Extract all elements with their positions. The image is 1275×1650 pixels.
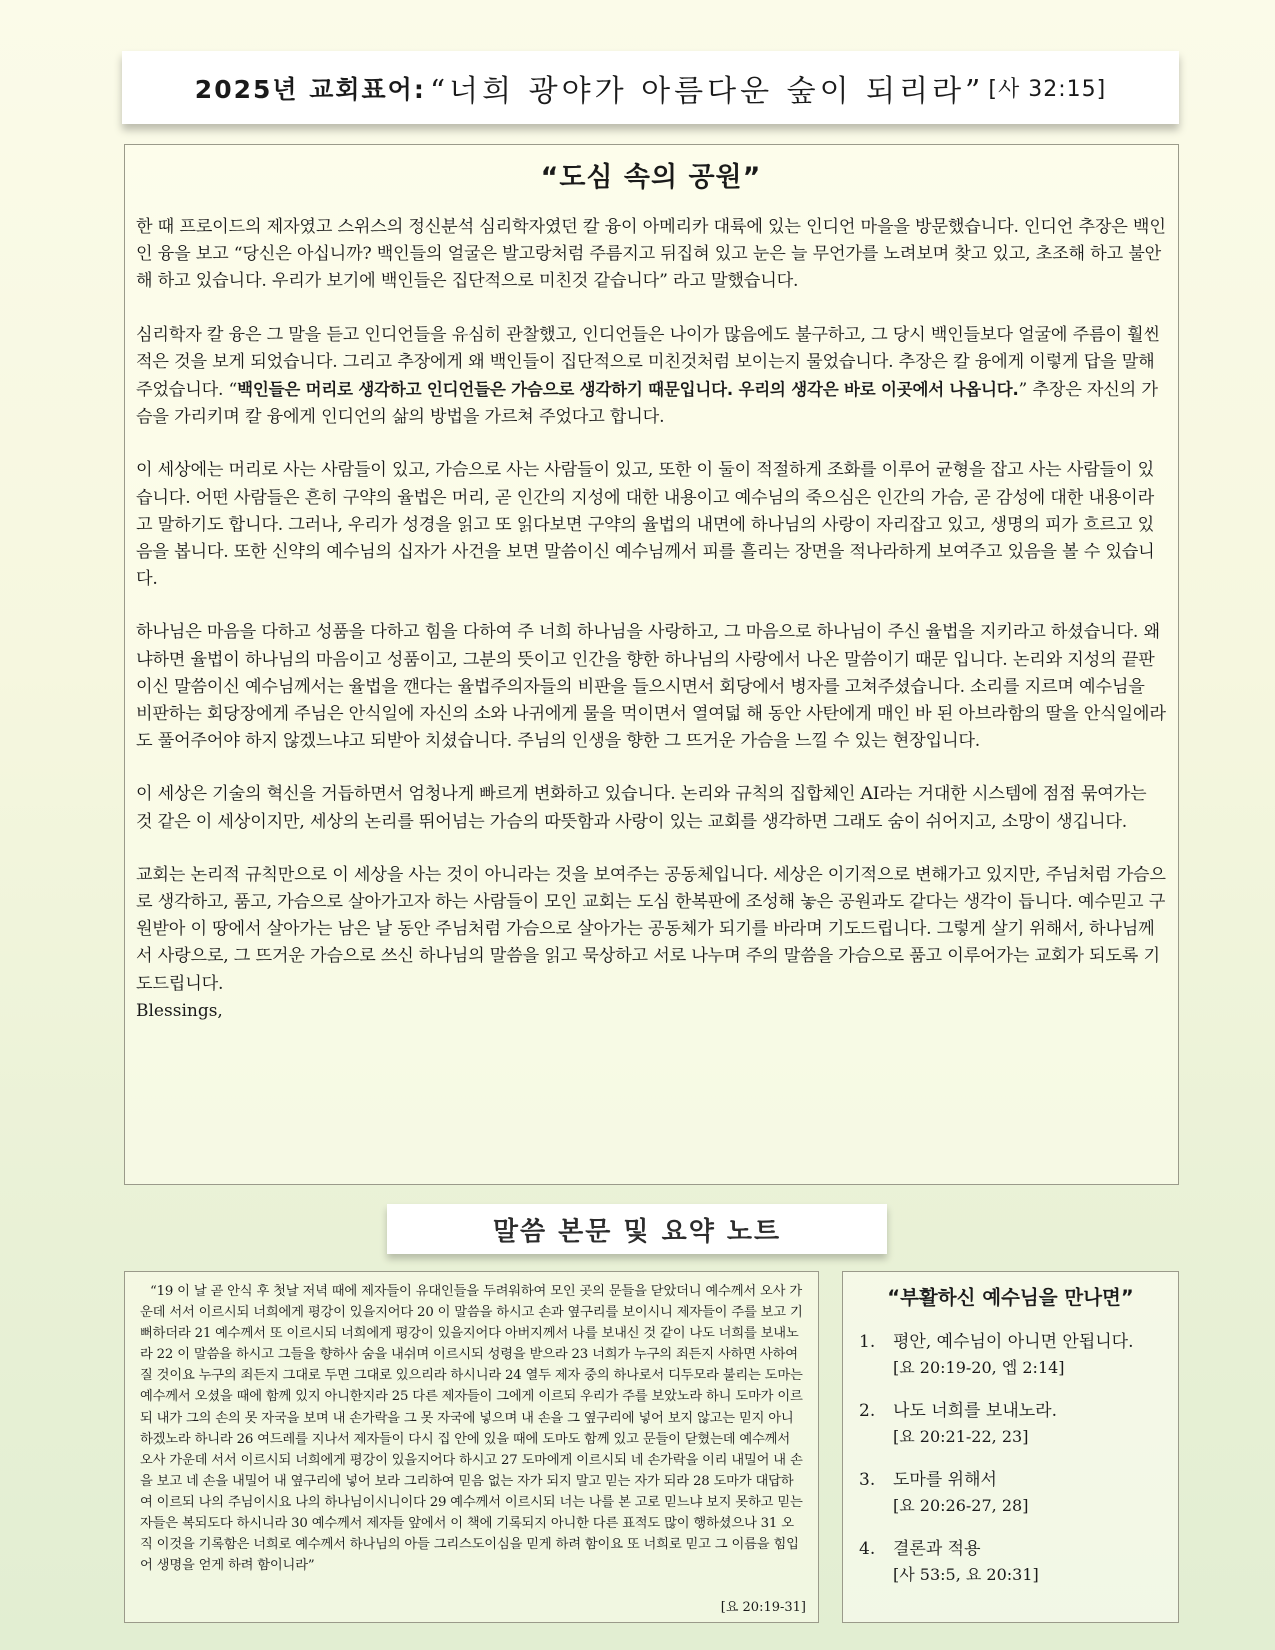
motto-text: “너희 광야가 아름다운 숲이 되리라” bbox=[429, 73, 985, 109]
note-item bbox=[859, 1537, 1162, 1587]
article-box bbox=[124, 144, 1179, 1185]
section-title-banner: 말씀 본문 및 요약 노트 bbox=[387, 1204, 887, 1254]
scripture-text: “19 이 날 곧 안식 후 첫날 저녁 때에 제자들이 유대인들을 두려워하여 모인 곳의 문들을 닫았더니 예수께서 오사 가운데 서서 이르시되 너희에게 평강이 있을지어다 20 이 말씀을 하시고 손과 옆구리를 보이시니 제자들이 주를 보고 기뻐하더라 21 예수께서 또 이르시되 너희에게 평강이 있을지어다 아버지께서 나를 보내신 것 같이 나도 너희를 보내노라 22 이 말씀을 하시고 그들을 향하사 숨을 내쉬며 이르시되 성령을 받으라 23 너희가 누구의 죄든지 사하면 사하여질 것이요 누구의 죄든지 그대로 두면 그대로 있으리라 하시니라 24 열두 제자 중의 하나로서 디두모라 불리는 도마는 예수께서 오셨을 때에 함께 있지 아니한지라 25 다른 제자들이 그에게 이르되 우리가 주를 보았노라 하니 도마가 이르되 내가 그의 손의 못 자국을 보며 내 손가락을 그 못 자국에 넣으며 내 손을 그 옆구리에 넣어 보지 않고는 믿지 아니하겠노라 하니라 26 여드레를 지나서 제자들이 다시 집 안에 있을 때에 도마도 함께 있고 문들이 닫혔는데 예수께서 오사 가운데 서서 이르시되 너희에게 평강이 있을지어다 하시고 27 도마에게 이르시되 네 손가락을 이리 내밀어 내 손을 보고 네 손을 내밀어 내 옆구리에 넣어 보라 그리하여 믿음 없는 자가 되지 말고 믿는 자가 되라 28 도마가 대답하여 이르되 나의 주님이시요 나의 하나님이시니이다 29 예수께서 이르시되 너는 나를 본 고로 믿느냐 보지 못하고 믿는 자들은 복되도다 하시니라 30 예수께서 제자들 앞에서 이 책에 기록되지 아니한 다른 표적도 많이 행하셨으나 31 오직 이것을 기록함은 너희로 예수께서 하나님의 아들 그리스도이심을 믿게 하려 함이요 또 너희로 믿고 그 이름을 힘입어 생명을 얻게 하려 함이니라” bbox=[140, 1284, 803, 1574]
article-paragraph-3: 이 세상에는 머리로 사는 사람들이 있고, 가슴으로 사는 사람들이 있고, 또한 이 둘이 적절하게 조화를 이루어 균형을 잡고 사는 사람들이 있습니다. 어떤 사람들은 흔히 구약의 율법은 머리, 곧 인간의 지성에 대한 내용이고 예수님의 죽으심은 인간의 가슴, 곧 감성에 대한 내용이라고 말하기도 합니다. 그러나, 우리가 성경을 읽고 또 읽다보면 구약의 율법의 내면에 하나님의 사랑이 자리잡고 있고, 생명의 피가 흐르고 있음을 봅니다. 또한 신약의 예수님의 십자가 사건을 보면 말씀이신 예수님께서 피를 흘리는 장면을 적나라하게 보여주고 있음을 볼 수 있습니다. bbox=[136, 460, 1155, 590]
scripture-box bbox=[124, 1271, 819, 1623]
note-body bbox=[893, 1468, 1028, 1518]
paragraph-2-lead: 심리학자 칼 융은 그 말을 듣고 인디언들을 유심히 관찰했고, 인디언들은 나이가 많음에도 불구하고, 그 당시 백인들보다 얼굴에 주름이 훨씬 적은 것을 보게 되었습니다. 그리고 추장에게 왜 백인들이 집단적으로 미친것처럼 보이는지 물었습니다. 추장은 칼 융에게 이렇게 답을 말해 주었습니다. “ bbox=[136, 324, 1160, 401]
paragraph-2-tail: ” 추장은 자신의 가슴을 가리키며 칼 융에게 인디언의 삶의 방법을 가르쳐 주었다고 합니다. bbox=[136, 380, 1158, 428]
note-reference: [요 20:21-22, 23] bbox=[893, 1427, 1029, 1446]
article-paragraph-2 bbox=[136, 322, 1166, 432]
note-reference: [요 20:26-27, 28] bbox=[893, 1496, 1029, 1515]
paragraph-2-quote: 백인들은 머리로 생각하고 인디언들은 가슴으로 생각하기 때문입니다. 우리의 생각은 바로 이곳에서 나옵니다. bbox=[237, 380, 1019, 400]
article-signoff: Blessings, bbox=[136, 1000, 223, 1021]
motto-lead: 2025년 교회표어: bbox=[194, 74, 426, 104]
note-body bbox=[893, 1537, 1039, 1587]
note-text: 도마를 위해서 bbox=[893, 1470, 997, 1490]
note-text: 결론과 적용 bbox=[893, 1539, 981, 1559]
note-body bbox=[893, 1399, 1057, 1449]
note-item bbox=[859, 1399, 1162, 1449]
motto-reference: [사 32:15] bbox=[988, 77, 1107, 102]
motto-banner bbox=[122, 51, 1179, 124]
summary-notes-box bbox=[842, 1271, 1179, 1623]
note-number: 4. bbox=[859, 1539, 876, 1559]
note-body bbox=[893, 1330, 1134, 1380]
note-item bbox=[859, 1468, 1162, 1518]
scripture-reference: [요 20:19-31] bbox=[720, 1600, 806, 1615]
note-item bbox=[859, 1330, 1162, 1380]
note-text: 평안, 예수님이 아니면 안됩니다. bbox=[893, 1332, 1134, 1352]
note-number: 1. bbox=[859, 1332, 876, 1352]
article-paragraph-5: 이 세상은 기술의 혁신을 거듭하면서 엄청나게 빠르게 변화하고 있습니다. 논리와 규칙의 집합체인 AI라는 거대한 시스템에 점점 묶여가는 것 같은 이 세상이지만, 세상의 논리를 뛰어넘는 가슴의 따뜻함과 사랑이 있는 교회를 생각하면 그래도 숨이 쉬어지고, 소망이 생깁니다. bbox=[136, 784, 1147, 832]
note-number: 2. bbox=[859, 1401, 876, 1421]
article-paragraph-4: 하나님은 마음을 다하고 성품을 다하고 힘을 다하여 주 너희 하나님을 사랑하고, 그 마음으로 하나님이 주신 율법을 지키라고 하셨습니다. 왜냐하면 율법이 하나님의 마음이고 성품이고, 그분의 뜻이고 인간을 향한 하나님의 사랑에서 나온 말씀이기 때문 입니다. 논리와 지성의 끝판이신 말씀이신 예수님께서는 율법을 깬다는 율법주의자들의 비판을 들으시면서 회당에서 병자를 고쳐주셨습니다. 소리를 지르며 예수님을 비판하는 회당장에게 주님은 안식일에 자신의 소와 나귀에게 물을 먹이면서 열여덟 해 동안 사탄에게 매인 바 된 아브라함의 딸을 안식일에라도 풀어주어야 하지 않겠느냐고 되받아 치셨습니다. 주님의 인생을 향한 그 뜨거운 가슴을 느낄 수 있는 현장입니다. bbox=[136, 622, 1166, 752]
note-reference: [요 20:19-20, 엡 2:14] bbox=[893, 1358, 1065, 1377]
note-reference: [사 53:5, 요 20:31] bbox=[893, 1565, 1039, 1584]
article-paragraph-6: 교회는 논리적 규칙만으로 이 세상을 사는 것이 아니라는 것을 보여주는 공동체입니다. 세상은 이기적으로 변해가고 있지만, 주님처럼 가슴으로 생각하고, 품고, 가슴으로 살아가고자 하는 사람들이 모인 교회는 도심 한복판에 조성해 놓은 공원과도 같다는 생각이 듭니다. 예수믿고 구원받아 이 땅에서 살아가는 남은 날 동안 주님처럼 가슴으로 살아가는 공동체가 되기를 바라며 기도드립니다. 그렇게 살기 위해서, 하나님께서 사랑으로, 그 뜨거운 가슴으로 쓰신 하나님의 말씀을 읽고 묵상하고 서로 나누며 주의 말씀을 가슴으로 품고 이루어가는 교회가 되도록 기도드립니다. bbox=[136, 864, 1166, 994]
note-number: 3. bbox=[859, 1470, 876, 1490]
notes-title: “부활하신 예수님을 만나면” bbox=[887, 1286, 1134, 1309]
article-title: “도심 속의 공원” bbox=[540, 162, 762, 193]
note-text: 나도 너희를 보내노라. bbox=[893, 1401, 1058, 1421]
article-paragraph-1: 한 때 프로이드의 제자였고 스위스의 정신분석 심리학자였던 칼 융이 아메리카 대륙에 있는 인디언 마을을 방문했습니다. 인디언 추장은 백인인 융을 보고 “당신은 아십니까? 백인들의 얼굴은 발고랑처럼 주름지고 뒤집혀 있고 눈은 늘 무언가를 노려보며 찾고 있고, 초조해 하고 불안해 하고 있습니다. 우리가 보기에 백인들은 집단적으로 미친것 같습니다” 라고 말했습니다. bbox=[136, 217, 1166, 292]
